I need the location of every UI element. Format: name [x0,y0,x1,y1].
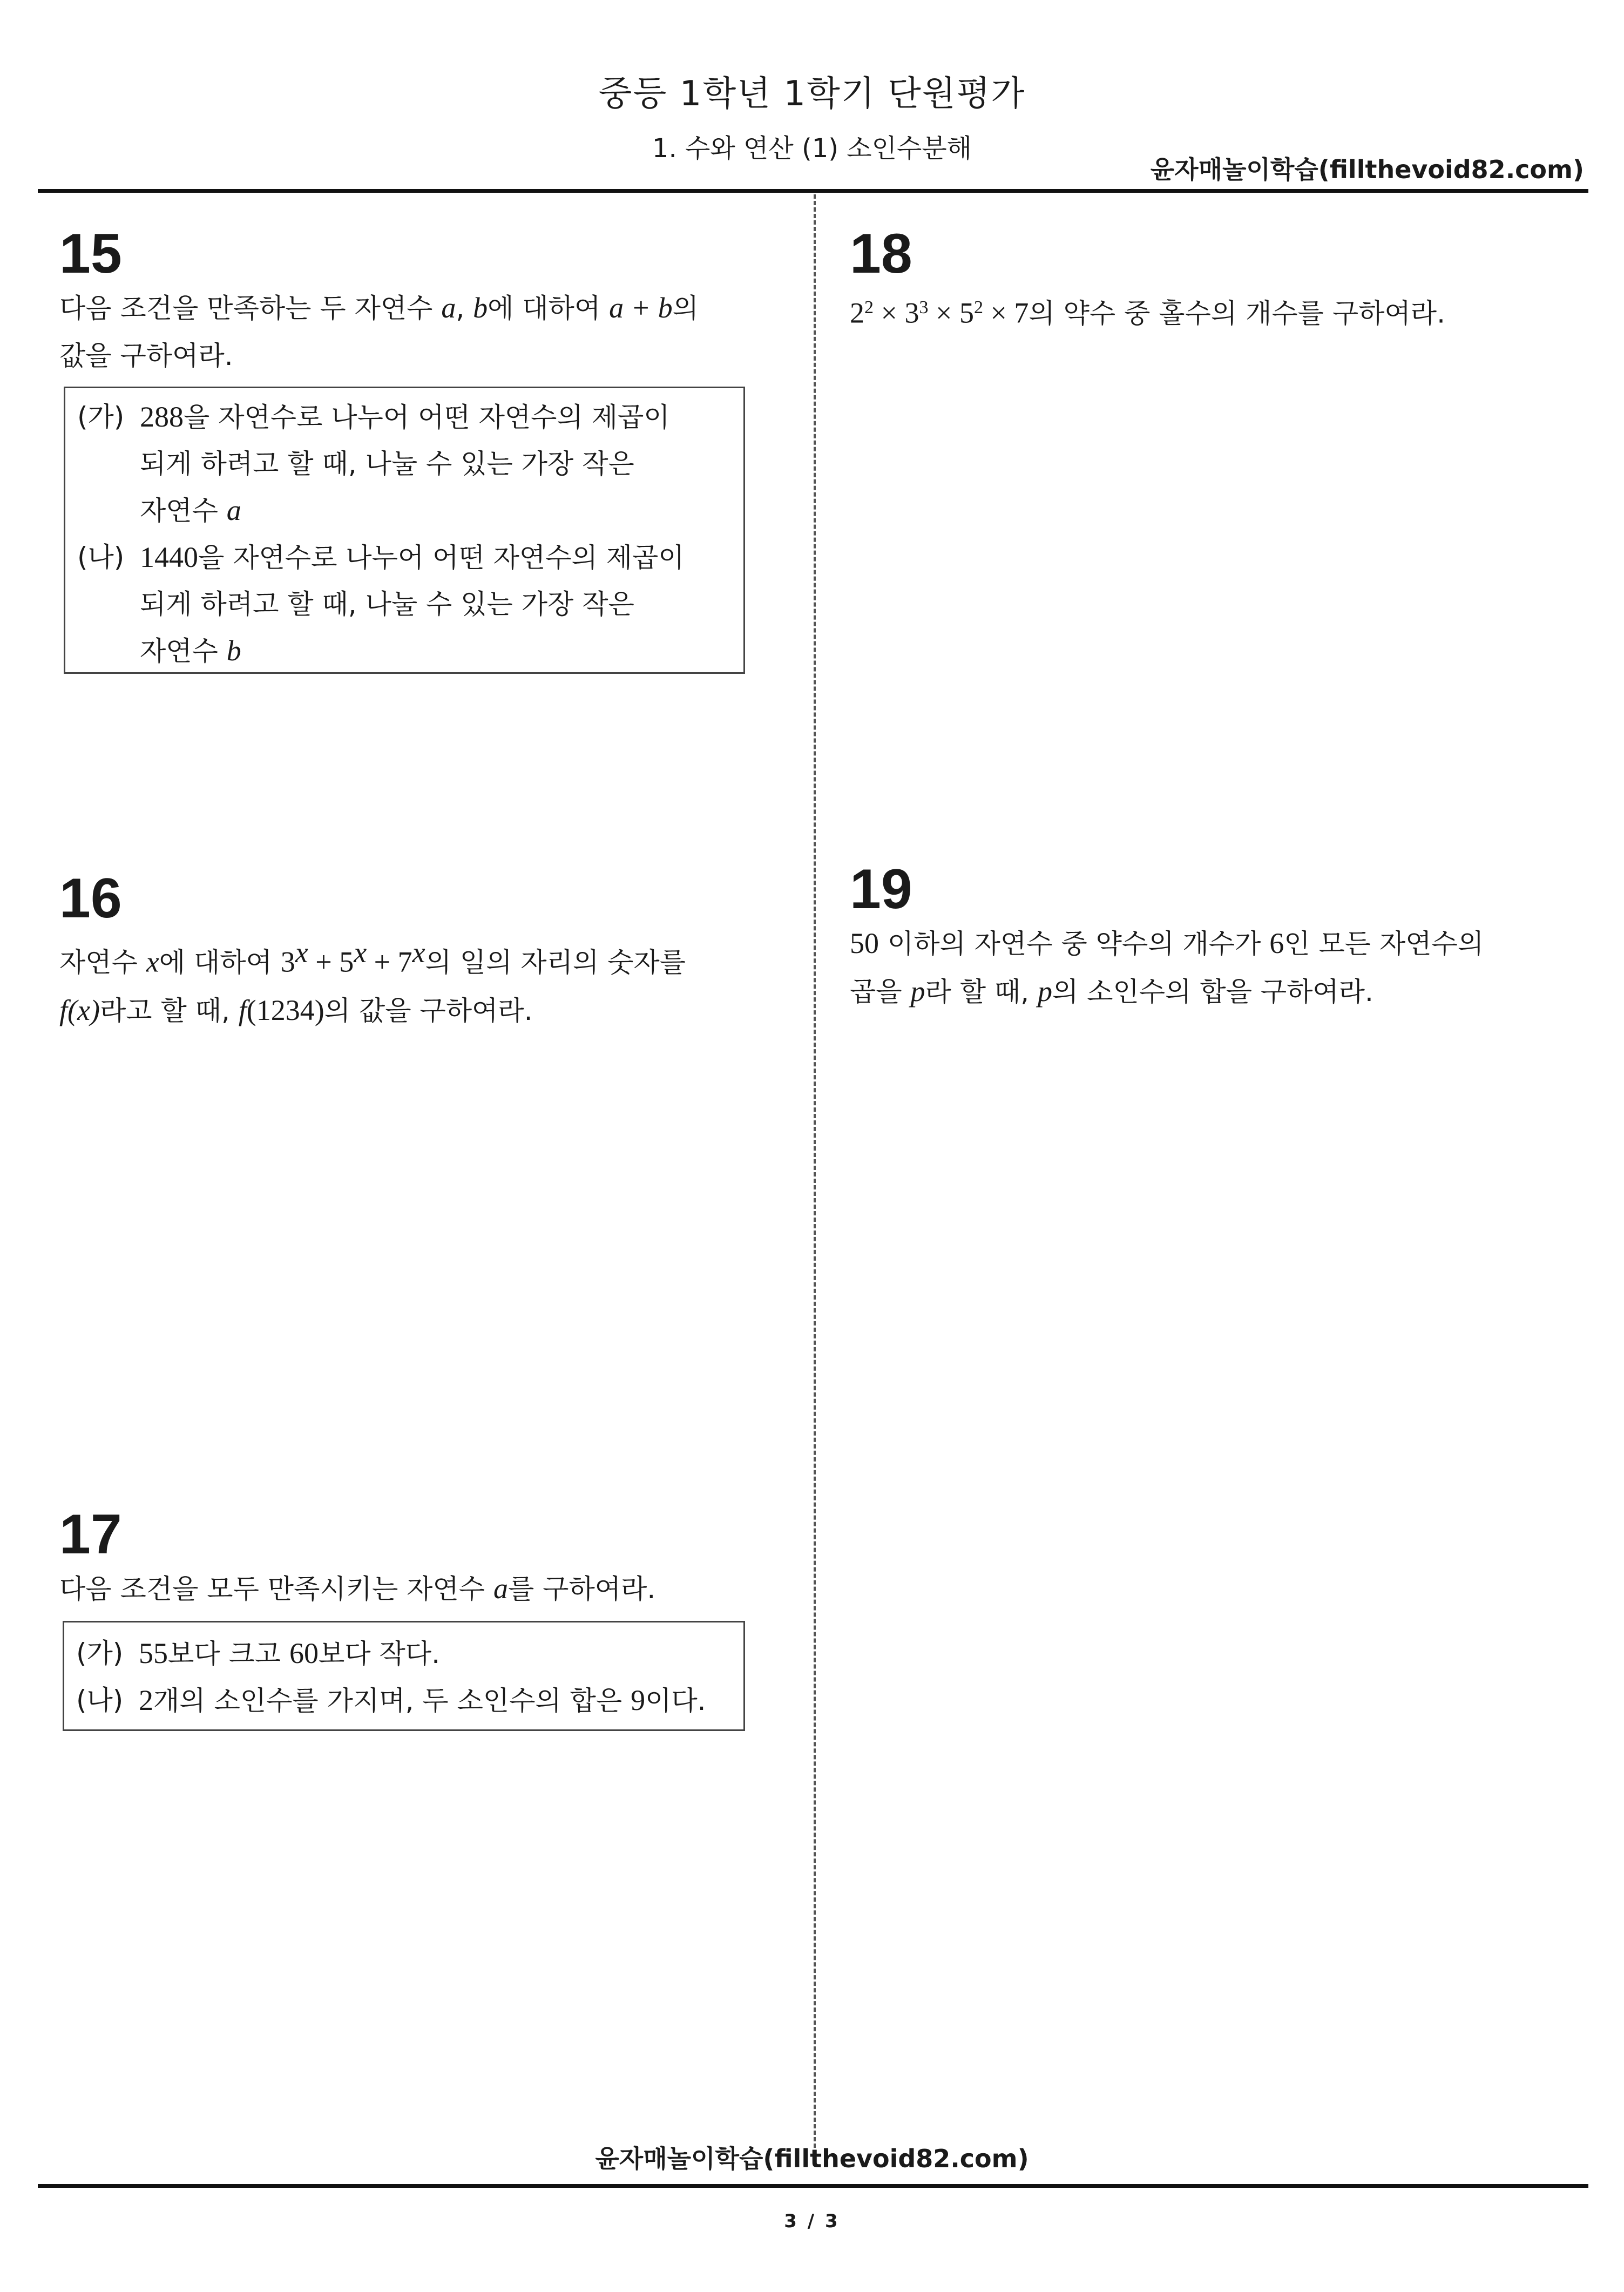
brand-header: 윤자매놀이학습(fillthevoid82.com) [1150,155,1584,184]
condition-box [64,387,745,674]
math-exponent: 2 [973,298,983,317]
question-line [59,929,767,986]
condition-line: 되게 하려고 할 때, 나눌 수 있는 가장 작은 [140,589,634,620]
math-var: p [910,975,925,1008]
math-operator: + [308,945,340,978]
math-number: 288 [140,401,184,433]
text-run: 보다 크고 [168,1638,289,1669]
math-var: p [1037,975,1052,1008]
condition-line [140,627,743,674]
math-var: b [226,634,241,667]
question-text [59,1565,767,1613]
text-run: 인 모든 자연수의 [1284,928,1484,959]
question-line [850,284,1557,337]
text-run: 라 할 때, [925,976,1038,1008]
condition-box [63,1621,745,1731]
question-line: 값을 구하여라. [59,340,233,371]
math-number: 7 [397,945,412,978]
condition-line: 되게 하려고 할 때, 나눌 수 있는 가장 작은 [140,448,634,479]
question-number: 19 [850,858,912,921]
text-run: 를 구하여라. [508,1573,656,1605]
text-run: 라고 할 때, [99,995,239,1026]
math-var: x [146,945,159,978]
math-var: a [493,1572,508,1605]
math-function: f [238,993,247,1026]
question-18 [850,222,1557,337]
condition-line [140,534,743,581]
condition-line [140,487,743,534]
brand-footer: 윤자매놀이학습(fillthevoid82.com) [595,2144,1029,2173]
text-run: 의 [672,293,699,324]
question-number: 16 [59,867,122,930]
question-19 [850,858,1557,1016]
page-number: 3 / 3 [784,2210,840,2232]
question-line [850,919,1557,968]
question-line [59,284,767,332]
math-number: 60 [289,1637,319,1669]
math-number: 2 [850,296,864,329]
text-run: 자연수 [140,635,227,667]
condition-label: (가) [76,1638,124,1669]
question-16 [59,867,767,1035]
text-run: 자연수 [59,946,146,978]
question-17 [59,1503,767,1613]
math-operator: × [874,296,905,329]
math-operator: + [367,945,398,978]
column-divider [814,194,816,2154]
text-run: 의 일의 자리의 숫자를 [425,946,686,978]
math-exponent: 2 [864,298,874,317]
math-number: 2 [139,1684,153,1716]
condition-label: (나) [76,1685,124,1716]
condition-line [140,394,743,441]
text-run: 다음 조건을 만족하는 두 자연수 [59,293,442,324]
math-exponent: x [295,936,308,969]
footer-rule [38,2184,1588,2188]
question-text [59,284,767,380]
text-run: 이다. [645,1685,706,1716]
unit-subtitle: 1. 수와 연산 (1) 소인수분해 [652,133,972,164]
text-run: 에 대하여 [159,946,281,978]
question-line [59,986,767,1035]
math-argument: (1234) [246,993,324,1026]
condition-item [64,1677,743,1724]
math-number: 5 [339,945,354,978]
question-text [850,284,1557,337]
condition-label: (가) [77,401,125,432]
question-number: 18 [850,222,912,285]
condition-item [65,534,743,674]
math-number: 9 [631,1684,646,1716]
question-line [850,968,1557,1016]
text-run: 보다 작다. [319,1638,440,1669]
math-exponent: x [412,936,425,969]
text-run: 의 소인수의 합을 구하여라. [1052,976,1373,1008]
math-number: 55 [139,1637,168,1669]
math-exponent: x [354,936,367,969]
math-number: 1440 [140,541,198,573]
math-function: f [59,993,68,1026]
text-run: 이하의 자연수 중 약수의 개수가 [879,928,1270,959]
text-run: 다음 조건을 모두 만족시키는 자연수 [59,1573,493,1605]
math-exponent: 3 [919,298,929,317]
text-run: 을 자연수로 나누어 어떤 자연수의 제곱이 [198,542,685,573]
condition-item [65,394,743,534]
question-text [850,919,1557,1016]
text-run: 에 대하여 [488,293,610,324]
math-expression: a + b [609,292,673,324]
question-number: 15 [59,222,122,285]
text-run: , [456,293,473,324]
math-number: 5 [959,296,974,329]
math-number: 3 [904,296,919,329]
question-15 [59,222,767,380]
math-var: a [441,292,456,324]
math-var: a [226,494,241,526]
math-argument: (x) [67,993,100,1026]
math-number: 3 [280,945,295,978]
text-run: 개의 소인수를 가지며, 두 소인수의 합은 [153,1685,631,1716]
math-number: 7 [1014,296,1029,329]
text-run: 을 자연수로 나누어 어떤 자연수의 제곱이 [184,402,670,433]
text-run: 의 약수 중 홀수의 개수를 구하여라. [1028,298,1445,329]
question-text [59,929,767,1035]
math-operator: × [928,296,959,329]
condition-item [64,1630,743,1677]
header-rule [38,189,1588,193]
text-run: 곱을 [850,976,911,1008]
question-line [59,1565,767,1613]
page-title: 중등 1학년 1학기 단원평가 [598,74,1026,114]
text-run: 자연수 [140,495,227,526]
math-var: b [473,292,488,324]
math-number: 6 [1269,927,1284,959]
math-operator: × [983,296,1014,329]
text-run: 의 값을 구하여라. [324,995,533,1026]
math-number: 50 [850,927,879,959]
condition-label: (나) [77,542,125,573]
question-number: 17 [59,1503,122,1566]
